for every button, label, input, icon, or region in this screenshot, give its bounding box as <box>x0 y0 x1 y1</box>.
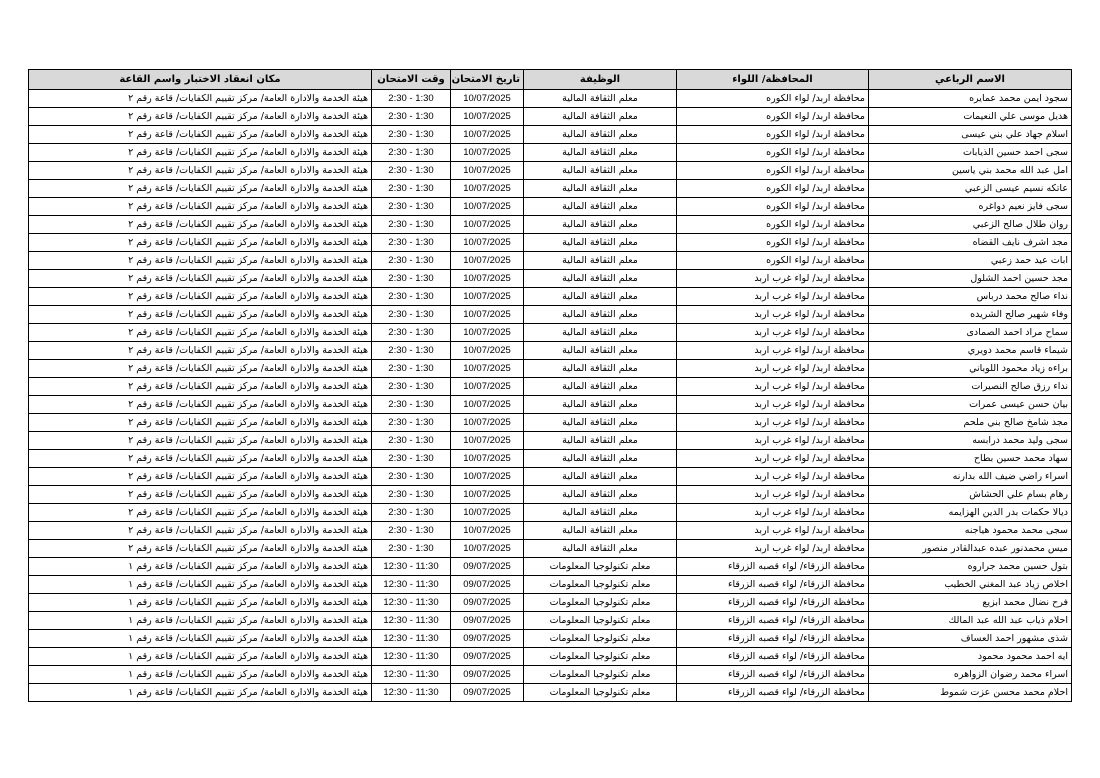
cell-date: 10/07/2025 <box>451 486 524 504</box>
cell-date: 10/07/2025 <box>451 360 524 378</box>
cell-job: معلم الثقافة المالية <box>524 90 677 108</box>
cell-date: 10/07/2025 <box>451 504 524 522</box>
cell-place: هيئة الخدمة والادارة العامة/ مركز تقييم الكفايات/ قاعة رقم ٢ <box>29 144 372 162</box>
cell-place: هيئة الخدمة والادارة العامة/ مركز تقييم الكفايات/ قاعة رقم ٢ <box>29 90 372 108</box>
cell-governorate: محافظة الزرقاء/ لواء قصبه الزرقاء <box>677 558 869 576</box>
cell-place: هيئة الخدمة والادارة العامة/ مركز تقييم الكفايات/ قاعة رقم ٢ <box>29 270 372 288</box>
cell-time: 12:30 - 11:30 <box>372 630 451 648</box>
cell-job: معلم الثقافة المالية <box>524 162 677 180</box>
cell-place: هيئة الخدمة والادارة العامة/ مركز تقييم الكفايات/ قاعة رقم ٢ <box>29 306 372 324</box>
cell-time: 2:30 - 1:30 <box>372 522 451 540</box>
cell-time: 12:30 - 11:30 <box>372 648 451 666</box>
cell-time: 12:30 - 11:30 <box>372 684 451 702</box>
table-row <box>29 522 1072 540</box>
cell-place: هيئة الخدمة والادارة العامة/ مركز تقييم الكفايات/ قاعة رقم ٢ <box>29 504 372 522</box>
cell-time: 2:30 - 1:30 <box>372 468 451 486</box>
cell-place: هيئة الخدمة والادارة العامة/ مركز تقييم الكفايات/ قاعة رقم ٢ <box>29 540 372 558</box>
cell-place: هيئة الخدمة والادارة العامة/ مركز تقييم الكفايات/ قاعة رقم ٢ <box>29 396 372 414</box>
table-row <box>29 306 1072 324</box>
cell-job: معلم تكنولوجيا المعلومات <box>524 612 677 630</box>
cell-time: 2:30 - 1:30 <box>372 144 451 162</box>
cell-name: ديالا حكمات بدر الدين الهزايمه <box>869 504 1072 522</box>
cell-date: 09/07/2025 <box>451 558 524 576</box>
cell-time: 2:30 - 1:30 <box>372 306 451 324</box>
table-row <box>29 288 1072 306</box>
cell-place: هيئة الخدمة والادارة العامة/ مركز تقييم الكفايات/ قاعة رقم ١ <box>29 684 372 702</box>
cell-governorate: محافظة اربد/ لواء غرب اربد <box>677 342 869 360</box>
cell-job: معلم الثقافة المالية <box>524 540 677 558</box>
cell-time: 2:30 - 1:30 <box>372 162 451 180</box>
table-row <box>29 486 1072 504</box>
cell-job: معلم الثقافة المالية <box>524 198 677 216</box>
table-row <box>29 108 1072 126</box>
cell-time: 2:30 - 1:30 <box>372 360 451 378</box>
cell-name: اسلام جهاد علي بني عيسى <box>869 126 1072 144</box>
cell-governorate: محافظة الزرقاء/ لواء قصبه الزرقاء <box>677 630 869 648</box>
cell-name: بتول حسين محمد جراروه <box>869 558 1072 576</box>
cell-place: هيئة الخدمة والادارة العامة/ مركز تقييم الكفايات/ قاعة رقم ٢ <box>29 252 372 270</box>
cell-date: 09/07/2025 <box>451 648 524 666</box>
cell-place: هيئة الخدمة والادارة العامة/ مركز تقييم الكفايات/ قاعة رقم ٢ <box>29 126 372 144</box>
cell-name: سماح مراد احمد الصمادى <box>869 324 1072 342</box>
cell-job: معلم الثقافة المالية <box>524 432 677 450</box>
cell-place: هيئة الخدمة والادارة العامة/ مركز تقييم الكفايات/ قاعة رقم ٢ <box>29 522 372 540</box>
cell-job: معلم الثقافة المالية <box>524 486 677 504</box>
cell-job: معلم الثقافة المالية <box>524 342 677 360</box>
cell-time: 2:30 - 1:30 <box>372 90 451 108</box>
cell-name: سجود ايمن محمد عمايره <box>869 90 1072 108</box>
cell-job: معلم الثقافة المالية <box>524 216 677 234</box>
cell-time: 12:30 - 11:30 <box>372 576 451 594</box>
cell-time: 2:30 - 1:30 <box>372 396 451 414</box>
cell-place: هيئة الخدمة والادارة العامة/ مركز تقييم الكفايات/ قاعة رقم ٢ <box>29 486 372 504</box>
cell-governorate: محافظة اربد/ لواء الكوره <box>677 126 869 144</box>
cell-name: نداء رزق صالح النصيرات <box>869 378 1072 396</box>
cell-governorate: محافظة اربد/ لواء الكوره <box>677 180 869 198</box>
cell-place: هيئة الخدمة والادارة العامة/ مركز تقييم الكفايات/ قاعة رقم ٢ <box>29 450 372 468</box>
cell-governorate: محافظة اربد/ لواء الكوره <box>677 162 869 180</box>
cell-governorate: محافظة الزرقاء/ لواء قصبه الزرقاء <box>677 648 869 666</box>
cell-time: 2:30 - 1:30 <box>372 540 451 558</box>
cell-job: معلم الثقافة المالية <box>524 504 677 522</box>
cell-place: هيئة الخدمة والادارة العامة/ مركز تقييم الكفايات/ قاعة رقم ٢ <box>29 162 372 180</box>
cell-governorate: محافظة اربد/ لواء غرب اربد <box>677 270 869 288</box>
header-job: الوظيفة <box>524 70 677 90</box>
cell-job: معلم الثقافة المالية <box>524 288 677 306</box>
cell-job: معلم تكنولوجيا المعلومات <box>524 630 677 648</box>
cell-place: هيئة الخدمة والادارة العامة/ مركز تقييم الكفايات/ قاعة رقم ٢ <box>29 324 372 342</box>
cell-job: معلم الثقافة المالية <box>524 414 677 432</box>
cell-governorate: محافظة الزرقاء/ لواء قصبه الزرقاء <box>677 684 869 702</box>
cell-date: 10/07/2025 <box>451 288 524 306</box>
cell-date: 10/07/2025 <box>451 252 524 270</box>
cell-name: احلام ذياب عبد الله عبد المالك <box>869 612 1072 630</box>
cell-name: مجد شامخ صالح بني ملحم <box>869 414 1072 432</box>
cell-date: 10/07/2025 <box>451 396 524 414</box>
cell-name: سجى وليد محمد درابسه <box>869 432 1072 450</box>
table-row <box>29 126 1072 144</box>
cell-date: 10/07/2025 <box>451 450 524 468</box>
cell-job: معلم الثقافة المالية <box>524 468 677 486</box>
table-row <box>29 378 1072 396</box>
cell-name: نداء صالح محمد درباس <box>869 288 1072 306</box>
cell-job: معلم تكنولوجيا المعلومات <box>524 648 677 666</box>
table-row <box>29 252 1072 270</box>
cell-time: 2:30 - 1:30 <box>372 504 451 522</box>
table-row <box>29 558 1072 576</box>
cell-job: معلم تكنولوجيا المعلومات <box>524 594 677 612</box>
table-row <box>29 612 1072 630</box>
cell-job: معلم الثقافة المالية <box>524 144 677 162</box>
cell-job: معلم تكنولوجيا المعلومات <box>524 684 677 702</box>
cell-governorate: محافظة اربد/ لواء الكوره <box>677 90 869 108</box>
cell-governorate: محافظة اربد/ لواء غرب اربد <box>677 306 869 324</box>
cell-name: هديل موسى علي النعيمات <box>869 108 1072 126</box>
cell-date: 09/07/2025 <box>451 666 524 684</box>
cell-governorate: محافظة الزرقاء/ لواء قصبه الزرقاء <box>677 594 869 612</box>
cell-place: هيئة الخدمة والادارة العامة/ مركز تقييم الكفايات/ قاعة رقم ٢ <box>29 378 372 396</box>
cell-place: هيئة الخدمة والادارة العامة/ مركز تقييم الكفايات/ قاعة رقم ١ <box>29 612 372 630</box>
cell-time: 2:30 - 1:30 <box>372 378 451 396</box>
cell-time: 2:30 - 1:30 <box>372 432 451 450</box>
cell-date: 10/07/2025 <box>451 324 524 342</box>
cell-governorate: محافظة الزرقاء/ لواء قصبه الزرقاء <box>677 666 869 684</box>
cell-date: 10/07/2025 <box>451 144 524 162</box>
header-name: الاسم الرباعي <box>869 70 1072 90</box>
cell-name: اسراء محمد رضوان الزواهره <box>869 666 1072 684</box>
cell-governorate: محافظة اربد/ لواء غرب اربد <box>677 504 869 522</box>
table-row <box>29 630 1072 648</box>
cell-time: 2:30 - 1:30 <box>372 216 451 234</box>
cell-date: 10/07/2025 <box>451 432 524 450</box>
cell-governorate: محافظة الزرقاء/ لواء قصبه الزرقاء <box>677 576 869 594</box>
cell-governorate: محافظة اربد/ لواء غرب اربد <box>677 378 869 396</box>
table-row <box>29 324 1072 342</box>
cell-date: 10/07/2025 <box>451 414 524 432</box>
cell-name: وفاء شهير صالح الشريده <box>869 306 1072 324</box>
cell-place: هيئة الخدمة والادارة العامة/ مركز تقييم الكفايات/ قاعة رقم ٢ <box>29 216 372 234</box>
cell-job: معلم الثقافة المالية <box>524 324 677 342</box>
table-row <box>29 144 1072 162</box>
table-row <box>29 198 1072 216</box>
cell-name: احلام محمد محسن عزت شموط <box>869 684 1072 702</box>
cell-place: هيئة الخدمة والادارة العامة/ مركز تقييم الكفايات/ قاعة رقم ٢ <box>29 198 372 216</box>
cell-job: معلم الثقافة المالية <box>524 306 677 324</box>
cell-name: سجى فايز نعيم دواغره <box>869 198 1072 216</box>
table-row <box>29 684 1072 702</box>
cell-time: 12:30 - 11:30 <box>372 612 451 630</box>
cell-governorate: محافظة اربد/ لواء الكوره <box>677 234 869 252</box>
table-row <box>29 468 1072 486</box>
cell-date: 10/07/2025 <box>451 306 524 324</box>
cell-name: عاتكه نسيم عيسى الزعبي <box>869 180 1072 198</box>
cell-date: 10/07/2025 <box>451 270 524 288</box>
table-row <box>29 234 1072 252</box>
cell-place: هيئة الخدمة والادارة العامة/ مركز تقييم الكفايات/ قاعة رقم ١ <box>29 594 372 612</box>
table-row <box>29 540 1072 558</box>
cell-place: هيئة الخدمة والادارة العامة/ مركز تقييم الكفايات/ قاعة رقم ١ <box>29 666 372 684</box>
cell-name: سجى احمد حسين الذيابات <box>869 144 1072 162</box>
table-body <box>29 90 1072 702</box>
cell-job: معلم الثقافة المالية <box>524 180 677 198</box>
cell-time: 2:30 - 1:30 <box>372 486 451 504</box>
cell-name: رهام بسام علي الحشاش <box>869 486 1072 504</box>
cell-place: هيئة الخدمة والادارة العامة/ مركز تقييم الكفايات/ قاعة رقم ٢ <box>29 288 372 306</box>
cell-date: 10/07/2025 <box>451 180 524 198</box>
cell-date: 10/07/2025 <box>451 198 524 216</box>
cell-job: معلم الثقافة المالية <box>524 396 677 414</box>
cell-job: معلم الثقافة المالية <box>524 522 677 540</box>
cell-governorate: محافظة اربد/ لواء الكوره <box>677 252 869 270</box>
cell-date: 10/07/2025 <box>451 216 524 234</box>
cell-name: شذى مشهور احمد العساف <box>869 630 1072 648</box>
table-row <box>29 648 1072 666</box>
cell-name: بيان حسن عيسى عمرات <box>869 396 1072 414</box>
cell-name: سجى محمد محمود هياجنه <box>869 522 1072 540</box>
cell-time: 12:30 - 11:30 <box>372 666 451 684</box>
cell-name: سهاد محمد حسين بطاح <box>869 450 1072 468</box>
cell-governorate: محافظة الزرقاء/ لواء قصبه الزرقاء <box>677 612 869 630</box>
cell-date: 10/07/2025 <box>451 522 524 540</box>
cell-governorate: محافظة اربد/ لواء الكوره <box>677 216 869 234</box>
header-time: وقت الامتحان <box>372 70 451 90</box>
cell-governorate: محافظة اربد/ لواء الكوره <box>677 144 869 162</box>
cell-time: 2:30 - 1:30 <box>372 342 451 360</box>
cell-date: 10/07/2025 <box>451 108 524 126</box>
cell-job: معلم الثقافة المالية <box>524 450 677 468</box>
cell-governorate: محافظة اربد/ لواء غرب اربد <box>677 396 869 414</box>
cell-job: معلم الثقافة المالية <box>524 126 677 144</box>
table-row <box>29 594 1072 612</box>
cell-time: 2:30 - 1:30 <box>372 126 451 144</box>
cell-governorate: محافظة اربد/ لواء غرب اربد <box>677 432 869 450</box>
cell-time: 2:30 - 1:30 <box>372 414 451 432</box>
cell-date: 10/07/2025 <box>451 90 524 108</box>
cell-time: 2:30 - 1:30 <box>372 108 451 126</box>
cell-place: هيئة الخدمة والادارة العامة/ مركز تقييم الكفايات/ قاعة رقم ٢ <box>29 342 372 360</box>
cell-governorate: محافظة اربد/ لواء غرب اربد <box>677 288 869 306</box>
cell-date: 10/07/2025 <box>451 126 524 144</box>
cell-job: معلم الثقافة المالية <box>524 252 677 270</box>
cell-job: معلم تكنولوجيا المعلومات <box>524 558 677 576</box>
table-row <box>29 162 1072 180</box>
table-row <box>29 216 1072 234</box>
table-row <box>29 180 1072 198</box>
cell-date: 09/07/2025 <box>451 684 524 702</box>
cell-place: هيئة الخدمة والادارة العامة/ مركز تقييم الكفايات/ قاعة رقم ٢ <box>29 234 372 252</box>
cell-name: براءه زياد محمود اللوباني <box>869 360 1072 378</box>
table-row <box>29 270 1072 288</box>
cell-governorate: محافظة اربد/ لواء غرب اربد <box>677 360 869 378</box>
cell-time: 2:30 - 1:30 <box>372 270 451 288</box>
cell-time: 2:30 - 1:30 <box>372 180 451 198</box>
cell-job: معلم الثقافة المالية <box>524 360 677 378</box>
cell-name: اخلاص زياد عبد المغني الخطيب <box>869 576 1072 594</box>
cell-name: فرح نضال محمد ابزيع <box>869 594 1072 612</box>
cell-date: 10/07/2025 <box>451 234 524 252</box>
header-place: مكان انعقاد الاختبار واسم القاعة <box>29 70 372 90</box>
table-row <box>29 396 1072 414</box>
table-row <box>29 450 1072 468</box>
table-row <box>29 666 1072 684</box>
cell-name: مجد اشرف نايف القضاه <box>869 234 1072 252</box>
cell-governorate: محافظة اربد/ لواء غرب اربد <box>677 414 869 432</box>
cell-time: 2:30 - 1:30 <box>372 324 451 342</box>
table-header-row <box>29 70 1072 90</box>
cell-name: اسراء راضي ضيف الله بدارنه <box>869 468 1072 486</box>
header-date: تاريخ الامتحان <box>451 70 524 90</box>
table-row <box>29 90 1072 108</box>
cell-governorate: محافظة اربد/ لواء الكوره <box>677 108 869 126</box>
cell-name: ابات عيد حمد زعبي <box>869 252 1072 270</box>
cell-governorate: محافظة اربد/ لواء غرب اربد <box>677 450 869 468</box>
cell-governorate: محافظة اربد/ لواء غرب اربد <box>677 486 869 504</box>
cell-job: معلم الثقافة المالية <box>524 378 677 396</box>
cell-governorate: محافظة اربد/ لواء الكوره <box>677 198 869 216</box>
cell-governorate: محافظة اربد/ لواء غرب اربد <box>677 540 869 558</box>
cell-job: معلم تكنولوجيا المعلومات <box>524 576 677 594</box>
exam-schedule-table <box>28 69 1072 702</box>
cell-job: معلم تكنولوجيا المعلومات <box>524 666 677 684</box>
cell-name: امل عبد الله محمد بني ياسين <box>869 162 1072 180</box>
cell-time: 2:30 - 1:30 <box>372 288 451 306</box>
cell-job: معلم الثقافة المالية <box>524 108 677 126</box>
table-row <box>29 576 1072 594</box>
cell-date: 10/07/2025 <box>451 378 524 396</box>
cell-governorate: محافظة اربد/ لواء غرب اربد <box>677 522 869 540</box>
table-row <box>29 504 1072 522</box>
cell-date: 10/07/2025 <box>451 468 524 486</box>
cell-time: 2:30 - 1:30 <box>372 252 451 270</box>
cell-governorate: محافظة اربد/ لواء غرب اربد <box>677 324 869 342</box>
cell-governorate: محافظة اربد/ لواء غرب اربد <box>677 468 869 486</box>
cell-place: هيئة الخدمة والادارة العامة/ مركز تقييم الكفايات/ قاعة رقم ٢ <box>29 180 372 198</box>
header-governorate: المحافظة/ اللواء <box>677 70 869 90</box>
cell-name: ميس محمدنور عبده عبدالقادر منصور <box>869 540 1072 558</box>
cell-place: هيئة الخدمة والادارة العامة/ مركز تقييم الكفايات/ قاعة رقم ١ <box>29 630 372 648</box>
table-row <box>29 342 1072 360</box>
cell-place: هيئة الخدمة والادارة العامة/ مركز تقييم الكفايات/ قاعة رقم ٢ <box>29 432 372 450</box>
cell-time: 2:30 - 1:30 <box>372 198 451 216</box>
cell-date: 09/07/2025 <box>451 576 524 594</box>
cell-time: 12:30 - 11:30 <box>372 594 451 612</box>
cell-place: هيئة الخدمة والادارة العامة/ مركز تقييم الكفايات/ قاعة رقم ١ <box>29 558 372 576</box>
table-row <box>29 414 1072 432</box>
cell-date: 10/07/2025 <box>451 342 524 360</box>
cell-place: هيئة الخدمة والادارة العامة/ مركز تقييم الكفايات/ قاعة رقم ١ <box>29 576 372 594</box>
cell-name: روان طلال صالح الزعبي <box>869 216 1072 234</box>
cell-place: هيئة الخدمة والادارة العامة/ مركز تقييم الكفايات/ قاعة رقم ١ <box>29 648 372 666</box>
cell-time: 2:30 - 1:30 <box>372 450 451 468</box>
cell-place: هيئة الخدمة والادارة العامة/ مركز تقييم الكفايات/ قاعة رقم ٢ <box>29 360 372 378</box>
cell-time: 2:30 - 1:30 <box>372 234 451 252</box>
cell-job: معلم الثقافة المالية <box>524 270 677 288</box>
cell-place: هيئة الخدمة والادارة العامة/ مركز تقييم الكفايات/ قاعة رقم ٢ <box>29 108 372 126</box>
cell-name: شيماء قاسم محمد دويري <box>869 342 1072 360</box>
cell-place: هيئة الخدمة والادارة العامة/ مركز تقييم الكفايات/ قاعة رقم ٢ <box>29 468 372 486</box>
cell-date: 09/07/2025 <box>451 612 524 630</box>
cell-date: 10/07/2025 <box>451 540 524 558</box>
table-row <box>29 360 1072 378</box>
cell-place: هيئة الخدمة والادارة العامة/ مركز تقييم الكفايات/ قاعة رقم ٢ <box>29 414 372 432</box>
cell-name: ايه احمد محمود محمود <box>869 648 1072 666</box>
table-row <box>29 432 1072 450</box>
cell-name: مجد حسين احمد الشلول <box>869 270 1072 288</box>
cell-job: معلم الثقافة المالية <box>524 234 677 252</box>
cell-date: 10/07/2025 <box>451 162 524 180</box>
cell-time: 12:30 - 11:30 <box>372 558 451 576</box>
cell-date: 09/07/2025 <box>451 630 524 648</box>
cell-date: 09/07/2025 <box>451 594 524 612</box>
